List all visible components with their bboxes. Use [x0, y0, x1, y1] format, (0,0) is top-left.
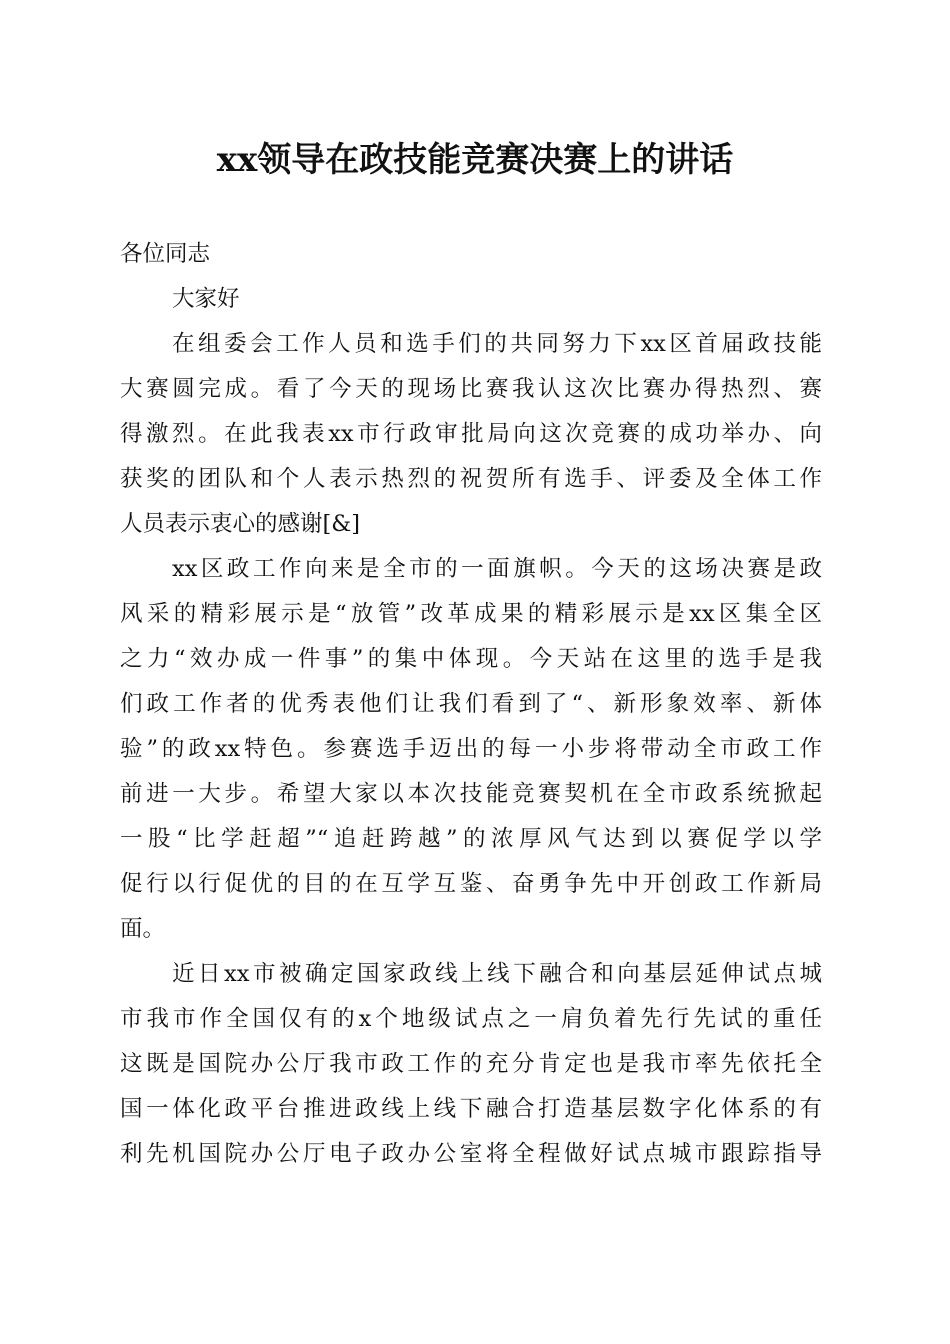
paragraph-line: 近日xx市被确定国家政线上线下融合和向基层延伸试点城: [172, 961, 822, 987]
paragraph-line: 获奖的团队和个人表示热烈的祝贺所有选手、评委及全体工作: [120, 466, 822, 492]
paragraph-line: 们政工作者的优秀表他们让我们看到了“、新形象效率、新体: [120, 691, 822, 717]
paragraph-line: 大赛圆完成。看了今天的现场比赛我认这次比赛办得热烈、赛: [120, 376, 822, 402]
paragraph-line: 验”的政xx特色。参赛选手迈出的每一小步将带动全市政工作: [120, 736, 822, 762]
paragraph-line: 面。: [120, 916, 166, 942]
paragraph-line: 风采的精彩展示是“放管”改革成果的精彩展示是xx区集全区: [120, 601, 822, 627]
paragraph-line: xx区政工作向来是全市的一面旗帜。今天的这场决赛是政: [172, 556, 822, 582]
document-title: xx领导在政技能竞赛决赛上的讲话: [216, 140, 734, 180]
paragraph-line: 促行以行促优的目的在互学互鉴、奋勇争先中开创政工作新局: [120, 871, 822, 897]
paragraph-line: 国一体化政平台推进政线上线下融合打造基层数字化体系的有: [120, 1096, 822, 1122]
paragraph-line: 利先机国院办公厅电子政办公室将全程做好试点城市跟踪指导: [120, 1141, 822, 1167]
paragraph-line: 人员表示衷心的感谢[&]: [120, 511, 361, 537]
paragraph-line: 前进一大步。希望大家以本次技能竞赛契机在全市政系统掀起: [120, 781, 822, 807]
paragraph-line: 一股“比学赶超”“追赶跨越”的浓厚风气达到以赛促学以学: [120, 826, 822, 852]
paragraph-line: 市我市作全国仅有的x个地级试点之一肩负着先行先试的重任: [120, 1006, 822, 1032]
paragraph-line: 在组委会工作人员和选手们的共同努力下xx区首届政技能: [172, 331, 822, 357]
greeting: 大家好: [172, 286, 240, 312]
salutation: 各位同志: [120, 241, 211, 267]
paragraph-line: 之力“效办成一件事”的集中体现。今天站在这里的选手是我: [120, 646, 822, 672]
paragraph-line: 这既是国院办公厅我市政工作的充分肯定也是我市率先依托全: [120, 1051, 822, 1077]
paragraph-line: 得激烈。在此我表xx市行政审批局向这次竞赛的成功举办、向: [120, 421, 822, 447]
